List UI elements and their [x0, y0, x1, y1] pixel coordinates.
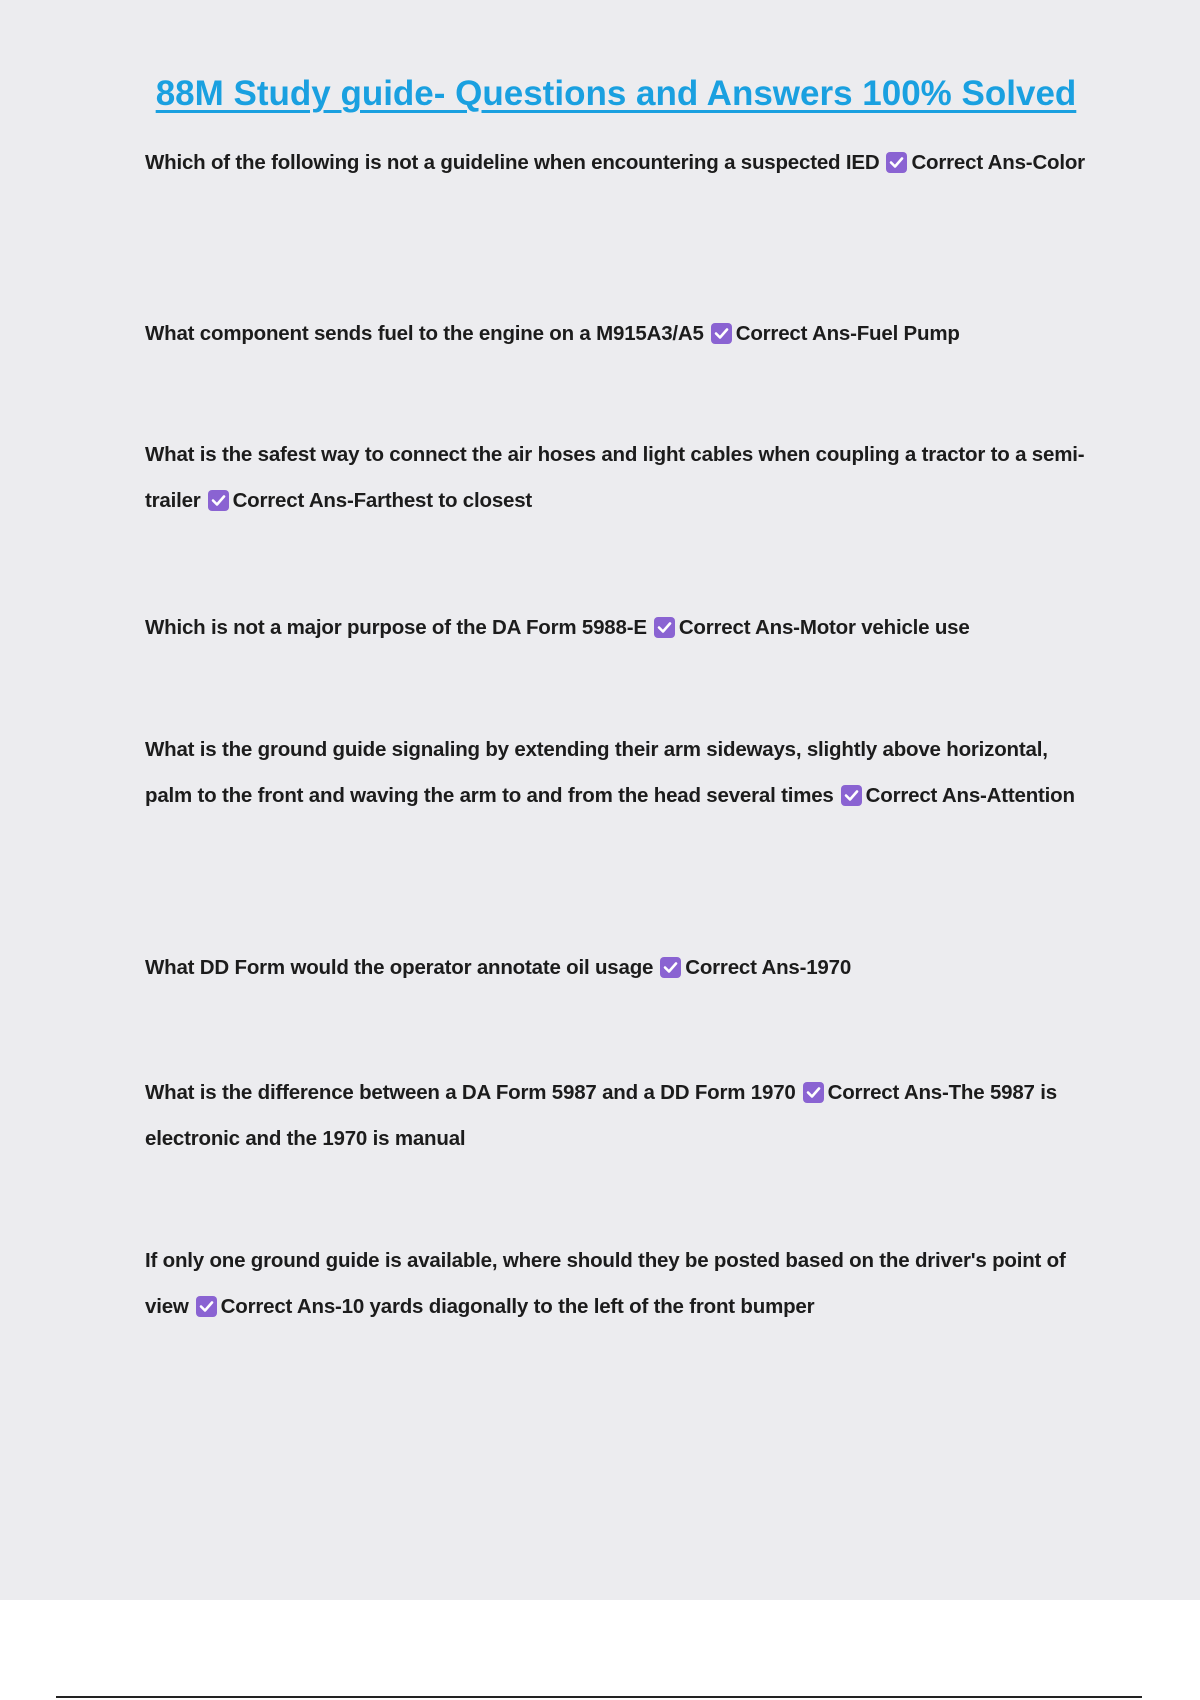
answer-text: Correct Ans-1970	[685, 956, 852, 979]
answer-text: Correct Ans-Motor vehicle use	[678, 616, 970, 639]
qa-item	[145, 1238, 1095, 1330]
answer-text: Correct Ans-The 5987 is electronic and the 1970 is manual	[145, 1081, 1057, 1150]
checkbox-checked-icon	[196, 1296, 217, 1317]
qa-item	[145, 311, 1095, 357]
question-text: What is the safest way to connect the air hoses and light cables when coupling a tractor to a semi-trailer	[145, 443, 1085, 512]
checkbox-checked-icon	[841, 785, 862, 806]
question-text: Which is not a major purpose of the DA Form 5988-E	[145, 616, 647, 639]
answer-text: Correct Ans-Farthest to closest	[232, 489, 533, 512]
qa-item	[145, 605, 1095, 651]
question-text: What component sends fuel to the engine on a M915A3/A5	[145, 322, 704, 345]
qa-item	[145, 432, 1095, 524]
checkbox-checked-icon	[803, 1082, 824, 1103]
question-text: What DD Form would the operator annotate oil usage	[145, 956, 654, 979]
checkbox-checked-icon	[208, 490, 229, 511]
checkbox-checked-icon	[660, 957, 681, 978]
qa-item	[145, 140, 1095, 186]
checkbox-checked-icon	[886, 152, 907, 173]
answer-text: Correct Ans-Attention	[865, 784, 1075, 807]
question-text: What is the difference between a DA Form 5987 and a DD Form 1970	[145, 1081, 796, 1104]
answer-text: Correct Ans-Color	[911, 151, 1085, 174]
question-text: Which of the following is not a guideline when encountering a suspected IED	[145, 151, 880, 174]
qa-item	[145, 1070, 1095, 1162]
answer-text: Correct Ans-Fuel Pump	[735, 322, 960, 345]
question-text: What is the ground guide signaling by extending their arm sideways, slightly above horizontal, palm to the front and waving the arm to and from the head several times	[145, 738, 1048, 807]
checkbox-checked-icon	[654, 617, 675, 638]
document-title: 88M Study guide- Questions and Answers 100% Solved	[155, 74, 1077, 113]
qa-item	[145, 945, 1095, 991]
answer-text: Correct Ans-10 yards diagonally to the left of the front bumper	[220, 1295, 815, 1318]
checkbox-checked-icon	[711, 323, 732, 344]
footer-divider	[56, 1696, 1142, 1698]
qa-item	[145, 727, 1095, 819]
question-text: If only one ground guide is available, where should they be posted based on the driver's point of view	[145, 1249, 1066, 1318]
